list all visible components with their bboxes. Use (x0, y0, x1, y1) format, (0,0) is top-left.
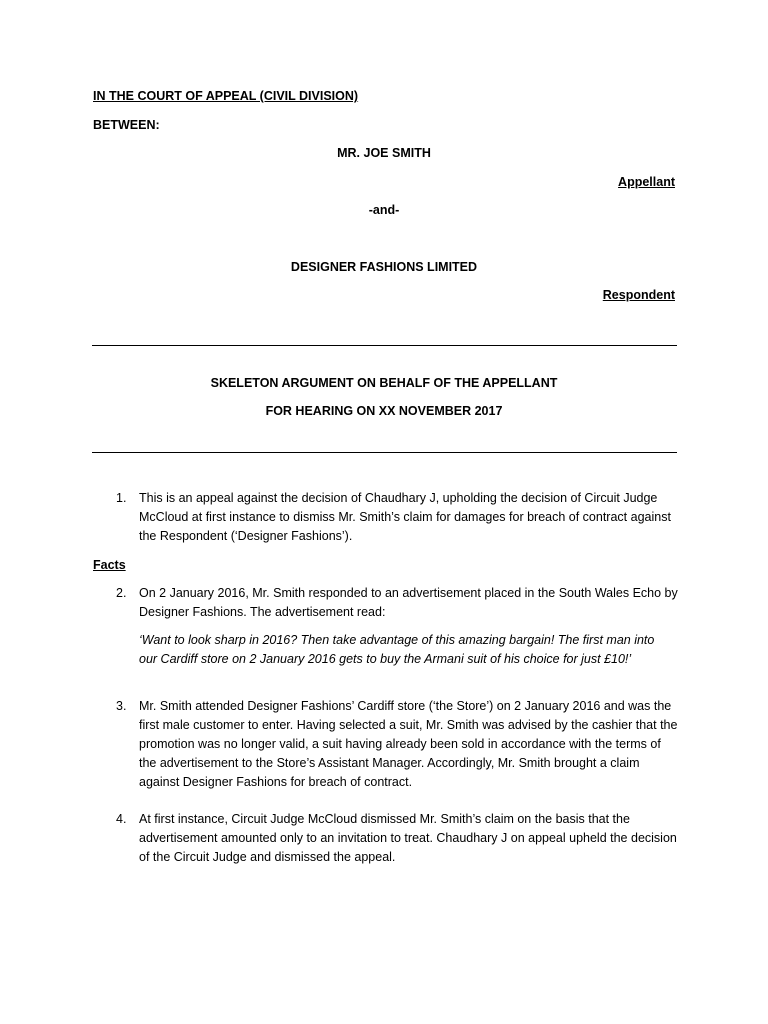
between-label: BETWEEN: (93, 118, 160, 132)
paragraph-4-number: 4. (116, 812, 127, 826)
paragraph-2-text: On 2 January 2016, Mr. Smith responded to an advertisement placed in the South Wales Echo by Designer Fashions. The advertisement read: (139, 586, 678, 619)
paragraph-4-text: At first instance, Circuit Judge McCloud dismissed Mr. Smith’s claim on the basis that the advertisement amounted only to an invitation to treat. Chaudhary J on appeal upheld the decision of the Circuit Judge and dismissed the appeal. (139, 812, 677, 864)
respondent-name: DESIGNER FASHIONS LIMITED (290, 260, 478, 274)
advertisement-quote: ‘Want to look sharp in 2016? Then take advantage of this amazing bargain! The first man into our Cardiff store on 2 January 2016 gets to buy the Armani suit of his choice for just £10!’ (139, 633, 655, 666)
appellant-role: Appellant (618, 175, 675, 189)
paragraph-2-number: 2. (116, 586, 127, 600)
paragraph-3-number: 3. (116, 699, 127, 713)
paragraph-3-text: Mr. Smith attended Designer Fashions’ Cardiff store (‘the Store’) on 2 January 2016 and was the first male customer to enter. Having selected a suit, Mr. Smith was advised by the cashier that the promotion was no longer valid, a suit having already been sold in accordance with the terms of the advertisement to the Store’s Assistant Manager. Accordingly, Mr. Smith brought a claim against Designer Fashions for breach of contract. (139, 699, 678, 789)
bottom-rule (92, 452, 677, 453)
title-line-1: SKELETON ARGUMENT ON BEHALF OF THE APPELLANT (210, 376, 558, 390)
top-rule (92, 345, 677, 346)
and-separator: -and- (368, 203, 400, 217)
court-heading: IN THE COURT OF APPEAL (CIVIL DIVISION) (93, 89, 359, 103)
respondent-role: Respondent (602, 288, 675, 302)
appellant-name: MR. JOE SMITH (337, 146, 431, 160)
paragraph-1-text: This is an appeal against the decision of Chaudhary J, upholding the decision of Circuit Judge McCloud at first instance to dismiss Mr. Smith’s claim for damages for breach of contract against the Respondent (‘Designer Fashions’). (139, 491, 671, 543)
title-line-2: FOR HEARING ON XX NOVEMBER 2017 (265, 404, 503, 418)
paragraph-1-number: 1. (116, 491, 127, 505)
facts-heading: Facts (93, 558, 126, 572)
